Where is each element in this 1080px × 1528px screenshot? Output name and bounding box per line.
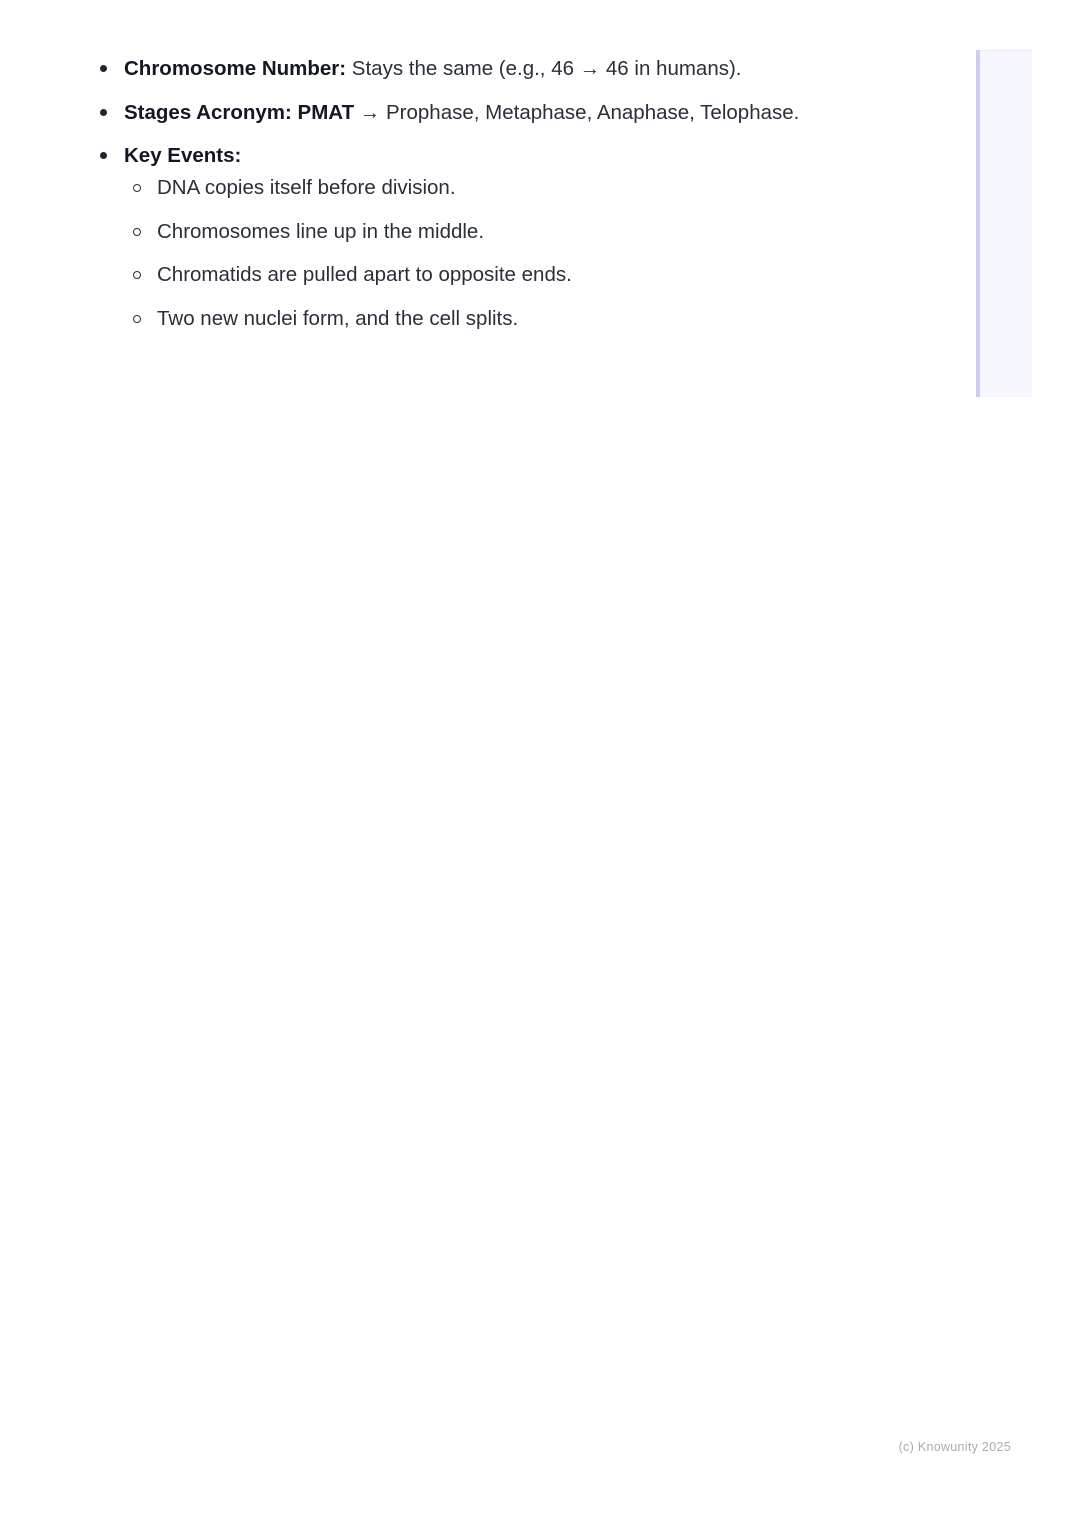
- hollow-bullet-icon: [133, 184, 141, 192]
- hollow-bullet-icon: [133, 315, 141, 323]
- summary-list: [124, 53, 954, 346]
- bullet-icon: [100, 65, 107, 72]
- list-item-stages-acronym: [124, 97, 954, 128]
- sub-item-text: Two new nuclei form, and the cell splits.: [157, 306, 519, 330]
- key-events-sublist: [124, 172, 954, 334]
- item-label: Stages Acronym: PMAT: [124, 100, 355, 124]
- item-text: → Prophase, Metaphase, Anaphase, Telophase.: [354, 100, 800, 124]
- side-note-panel: [976, 50, 1032, 397]
- bullet-icon: [100, 109, 107, 116]
- hollow-bullet-icon: [133, 228, 141, 236]
- sub-item-text: DNA copies itself before division.: [157, 176, 456, 199]
- panel-divider: [980, 50, 1032, 51]
- sub-item-text: Chromosomes line up in the middle.: [157, 219, 485, 243]
- sub-list-item: [124, 303, 954, 334]
- item-label: Key Events:: [124, 144, 242, 167]
- item-text: Stays the same (e.g., 46 → 46 in humans).: [346, 57, 742, 80]
- copyright-footer: (c) Knowunity 2025: [898, 1440, 1011, 1454]
- sub-list-item: [124, 216, 954, 247]
- hollow-bullet-icon: [133, 271, 141, 279]
- item-label: Chromosome Number:: [124, 57, 347, 80]
- sub-item-text: Chromatids are pulled apart to opposite ends.: [157, 263, 572, 286]
- list-item-chromosome-number: [124, 53, 954, 84]
- list-item-key-events: [124, 140, 954, 334]
- bullet-icon: [100, 152, 107, 159]
- sub-list-item: [124, 172, 954, 203]
- sub-list-item: [124, 259, 954, 290]
